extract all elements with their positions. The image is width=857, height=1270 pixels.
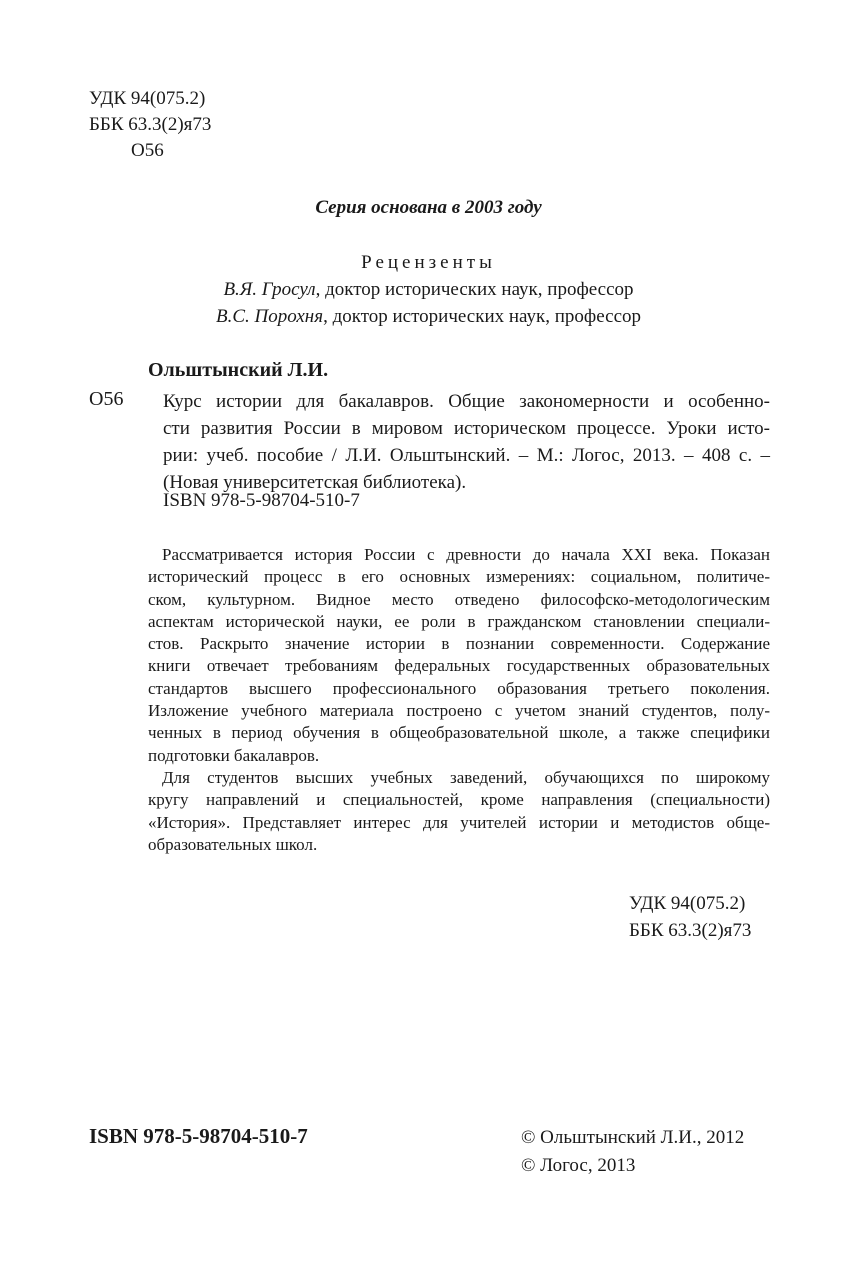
copyright-publisher: © Логос, 2013 xyxy=(521,1155,636,1176)
bbk-code: ББК 63.3(2)я73 xyxy=(89,114,212,135)
reviewer-1-name: В.Я. Гросул xyxy=(223,279,316,300)
reviewer-2-name: В.С. Порохня xyxy=(216,306,324,327)
copyright-author: © Ольштынский Л.И., 2012 xyxy=(521,1127,745,1148)
udk-code: УДК 94(075.2) xyxy=(629,893,746,914)
reviewer-2 xyxy=(0,303,857,330)
annotation-line: подготовки бакалавров. xyxy=(148,745,320,765)
annotation-line: ском, культурном. Видное место отведено философско-методологическим xyxy=(148,589,770,609)
annotation-line: Для студентов высших учебных заведений, обучающихся по широкому xyxy=(162,767,770,787)
annotation xyxy=(148,544,770,856)
annotation-line: кругу направлений и специальностей, кроме направления (специальности) xyxy=(148,790,770,810)
bibliographic-entry xyxy=(163,388,770,496)
annotation-line: Рассматривается история России с древности до начала XXI века. Показан xyxy=(162,545,770,564)
classification-codes-bottom xyxy=(629,890,751,944)
annotation-line: стов. Раскрыто значение истории в познании современности. Содержание xyxy=(148,634,770,654)
reviewer-1 xyxy=(0,276,857,303)
reviewers-heading: Рецензенты xyxy=(361,252,496,273)
annotation-line: аспектам исторической науки, ее роли в гражданском становлении специали- xyxy=(148,611,770,631)
annotation-line: стандартов высшего профессионального образования третьего поколения. xyxy=(148,678,770,698)
bib-line: Курс истории для бакалавров. Общие закономерности и особенно- xyxy=(163,391,770,412)
annotation-line: книги отвечает требованиям федеральных государственных образовательных xyxy=(148,656,770,676)
classification-codes-top xyxy=(89,86,211,164)
series-note: Серия основана в 2003 году xyxy=(315,197,542,218)
isbn-footer: ISBN 978-5-98704-510-7 xyxy=(89,1124,308,1148)
annotation-line: исторический процесс в его основных измерениях: социальном, политиче- xyxy=(148,567,770,587)
author-mark: О56 xyxy=(131,140,164,161)
annotation-line: ченных в период обучения в общеобразовательной школе, а также специфики xyxy=(148,723,770,743)
annotation-line: «История». Представляет интерес для учителей истории и методистов обще- xyxy=(148,812,770,832)
reviewer-1-title: , доктор исторических наук, профессор xyxy=(315,279,634,300)
bib-line: рии: учеб. пособие / Л.И. Ольштынский. – М.: Логос, 2013. – 408 с. – xyxy=(163,445,770,466)
reviewer-2-title: , доктор исторических наук, профессор xyxy=(323,306,641,327)
bib-line: (Новая университетская библиотека). xyxy=(163,472,467,493)
author-mark-left: О56 xyxy=(89,388,124,410)
bbk-code: ББК 63.3(2)я73 xyxy=(629,920,752,941)
annotation-line: Изложение учебного материала построено с учетом знаний студентов, полу- xyxy=(148,701,770,721)
isbn-entry: ISBN 978-5-98704-510-7 xyxy=(163,490,360,511)
author-heading: Ольштынский Л.И. xyxy=(148,359,329,381)
copyright-block xyxy=(521,1124,744,1180)
annotation-line: образовательных школ. xyxy=(148,834,318,854)
bib-line: сти развития России в мировом историческом процессе. Уроки исто- xyxy=(163,418,770,439)
udk-code: УДК 94(075.2) xyxy=(89,88,206,109)
reviewers-block xyxy=(0,249,857,330)
